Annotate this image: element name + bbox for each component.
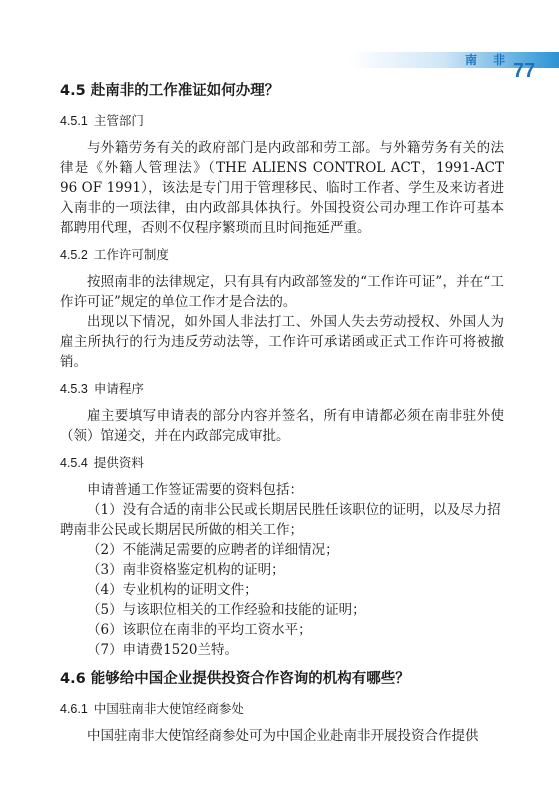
list-item: （6）该职位在南非的平均工资水平； [87, 622, 312, 638]
page-header [0, 0, 559, 82]
section-4-5-1-body [60, 138, 504, 238]
section-4-5-4-heading [60, 454, 504, 472]
paragraph: 按照南非的法律规定，只有具有内政部签发的“工作许可证”，并在“工作许可证”规定的单位工作才是合法的。 [60, 274, 504, 310]
section-number: 4.5.3 [60, 382, 88, 396]
list-item: （1）没有合适的南非公民或长期居民胜任该职位的证明，以及尽力招聘南非公民或长期居民所做的相关工作； [60, 502, 501, 538]
paragraph: 中国驻南非大使馆经商参处可为中国企业赴南非开展投资合作提供 [87, 728, 479, 744]
section-number: 4.5.4 [60, 456, 88, 470]
section-4-5-3-body [60, 406, 504, 446]
section-title: 工作许可制度 [93, 247, 169, 262]
section-title: 申请程序 [93, 381, 144, 396]
list-item: （7）申请费1520兰特。 [87, 642, 238, 658]
list-item: （5）与该职位相关的工作经验和技能的证明； [87, 602, 366, 618]
section-4-5-2-heading [60, 246, 504, 264]
section-4-5-3-heading [60, 380, 504, 398]
section-title: 中国驻南非大使馆经商参处 [93, 701, 244, 716]
page-number: 77 [513, 60, 536, 82]
paragraph: 出现以下情况，如外国人非法打工、外国人失去劳动授权、外国人为雇主所执行的行为违反劳动法等，工作许可承诺函或正式工作许可将被撤销。 [60, 314, 504, 370]
section-title: 提供资料 [93, 455, 144, 470]
page-content [60, 80, 504, 754]
section-4-6-heading: 4.6 能够给中国企业提供投资合作咨询的机构有哪些？ [60, 671, 410, 687]
section-number: 4.5.2 [60, 248, 88, 262]
section-4-5-4-body [60, 480, 504, 660]
section-4-6-1-body [60, 726, 504, 746]
list-item: （4）专业机构的证明文件； [87, 582, 258, 598]
section-4-5-heading: 4.5 赴南非的工作准证如何办理？ [60, 83, 280, 99]
paragraph: 申请普通工作签证需要的资料包括： [87, 482, 303, 498]
section-number: 4.5.1 [60, 114, 88, 128]
list-item: （2）不能满足需要的应聘者的详细情况； [87, 542, 339, 558]
header-country-label: 南 非 [465, 53, 512, 67]
list-item: （3）南非资格鉴定机构的证明； [87, 562, 285, 578]
section-4-5-2-body [60, 272, 504, 372]
paragraph: 雇主要填写申请表的部分内容并签名，所有申请都必须在南非驻外使（领）馆递交，并在内政部完成审批。 [60, 408, 504, 444]
section-number: 4.6.1 [60, 702, 88, 716]
section-title: 主管部门 [93, 113, 144, 128]
section-4-5-1-heading [60, 112, 504, 130]
section-4-6-1-heading [60, 700, 504, 718]
paragraph: 与外籍劳务有关的政府部门是内政部和劳工部。与外籍劳务有关的法律是《外籍人管理法》（THE ALIENS CONTROL ACT，1991-ACT 96 OF 1991），该法是专门用于管理移民、临时工作者、学生及来访者进入南非的一项法律，由内政部具体执行。外国投资公司办理工作许可基本都聘用代理，否则不仅程序繁琐而且时间拖延严重。 [60, 140, 504, 236]
